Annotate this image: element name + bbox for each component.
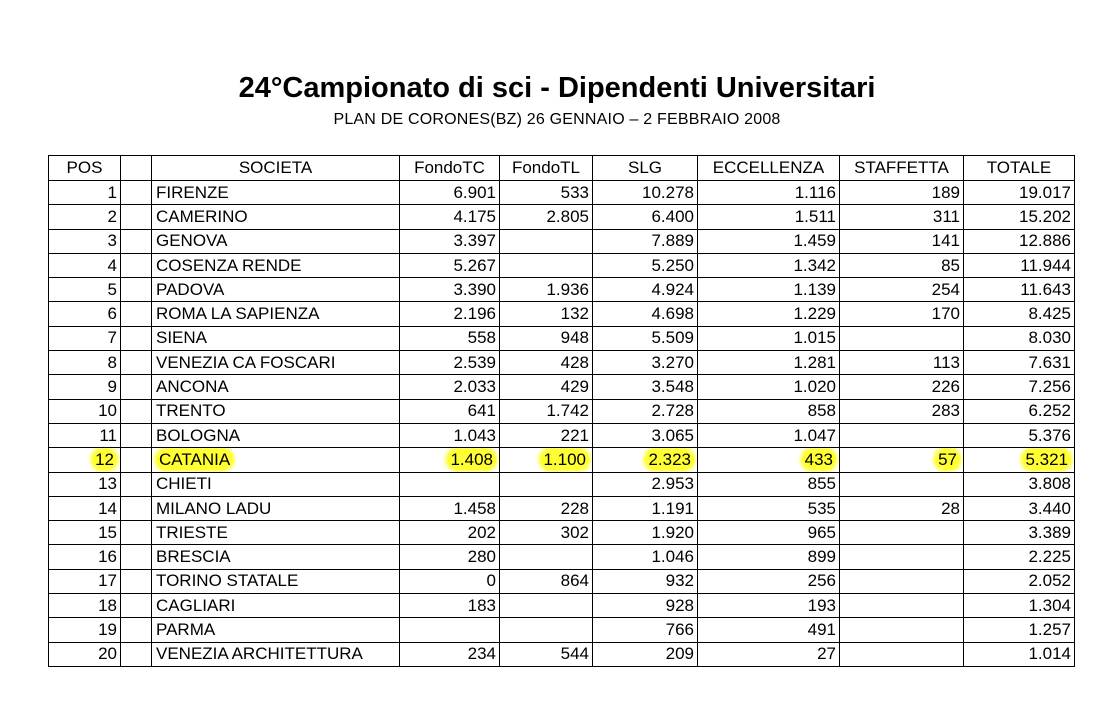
cell-slg: 4.924: [593, 278, 698, 302]
cell-slg: 5.250: [593, 253, 698, 277]
header-blank: [121, 156, 152, 181]
cell-eccellenza: 193: [698, 594, 840, 618]
table-row: [49, 448, 1075, 472]
cell-blank: [121, 229, 152, 253]
cell-totale: 6.252: [964, 399, 1075, 423]
cell-totale: 19.017: [964, 181, 1075, 205]
cell-fondotc: 0: [400, 569, 500, 593]
cell-fondotc: [400, 618, 500, 642]
header-fondotc: FondoTC: [400, 156, 500, 181]
cell-pos: 9: [49, 375, 121, 399]
cell-eccellenza: 1.229: [698, 302, 840, 326]
cell-totale: 1.014: [964, 642, 1075, 666]
cell-eccellenza: 1.281: [698, 351, 840, 375]
table-row: [49, 472, 1075, 496]
cell-pos: 5: [49, 278, 121, 302]
cell-societa: TRIESTE: [152, 521, 400, 545]
table-row: [49, 205, 1075, 229]
header-slg: SLG: [593, 156, 698, 181]
cell-societa: COSENZA RENDE: [152, 253, 400, 277]
cell-fondotl: 132: [500, 302, 593, 326]
cell-pos: 18: [49, 594, 121, 618]
table-row: [49, 181, 1075, 205]
cell-eccellenza: 855: [698, 472, 840, 496]
header-totale: TOTALE: [964, 156, 1075, 181]
table-row: [49, 642, 1075, 666]
cell-blank: [121, 278, 152, 302]
highlight-mark: 57: [935, 449, 960, 470]
cell-slg: 928: [593, 594, 698, 618]
cell-fondotc: 2.196: [400, 302, 500, 326]
table-header-row: [49, 156, 1075, 181]
cell-fondotl: [500, 472, 593, 496]
cell-pos: 11: [49, 423, 121, 447]
cell-staffetta: [840, 326, 964, 350]
cell-slg: 3.270: [593, 351, 698, 375]
cell-eccellenza: 965: [698, 521, 840, 545]
cell-totale: 8.030: [964, 326, 1075, 350]
cell-fondotl: [500, 618, 593, 642]
cell-slg: 3.065: [593, 423, 698, 447]
cell-eccellenza: 1.139: [698, 278, 840, 302]
cell-blank: [121, 472, 152, 496]
cell-pos: 7: [49, 326, 121, 350]
cell-staffetta: 28: [840, 496, 964, 520]
cell-pos: 14: [49, 496, 121, 520]
cell-societa: VENEZIA CA FOSCARI: [152, 351, 400, 375]
cell-societa: PADOVA: [152, 278, 400, 302]
table-row: [49, 399, 1075, 423]
cell-fondotl: [500, 229, 593, 253]
cell-fondotc: 1.043: [400, 423, 500, 447]
cell-totale: 8.425: [964, 302, 1075, 326]
document-title: 24°Campionato di sci - Dipendenti Universitari: [238, 72, 876, 104]
cell-staffetta: [840, 569, 964, 593]
cell-staffetta: 141: [840, 229, 964, 253]
cell-fondotc: 5.267: [400, 253, 500, 277]
cell-fondotc: 280: [400, 545, 500, 569]
cell-staffetta: 226: [840, 375, 964, 399]
cell-totale: 5.376: [964, 423, 1075, 447]
cell-totale: 11.944: [964, 253, 1075, 277]
cell-staffetta: 189: [840, 181, 964, 205]
cell-fondotl: 429: [500, 375, 593, 399]
cell-societa: PARMA: [152, 618, 400, 642]
cell-blank: [121, 399, 152, 423]
cell-societa: TORINO STATALE: [152, 569, 400, 593]
cell-totale: 3.808: [964, 472, 1075, 496]
cell-eccellenza: 1.459: [698, 229, 840, 253]
cell-fondotl: 428: [500, 351, 593, 375]
cell-totale: 15.202: [964, 205, 1075, 229]
cell-blank: [121, 205, 152, 229]
cell-pos: 10: [49, 399, 121, 423]
cell-fondotl: 948: [500, 326, 593, 350]
table-row: [49, 496, 1075, 520]
cell-pos: 16: [49, 545, 121, 569]
cell-fondotc: 2.539: [400, 351, 500, 375]
cell-staffetta: [840, 642, 964, 666]
cell-societa: ANCONA: [152, 375, 400, 399]
table-row: [49, 375, 1075, 399]
cell-totale: [964, 448, 1075, 472]
cell-totale: 1.304: [964, 594, 1075, 618]
cell-totale: 2.225: [964, 545, 1075, 569]
table-row: [49, 423, 1075, 447]
cell-staffetta: 283: [840, 399, 964, 423]
cell-fondotl: [500, 594, 593, 618]
cell-totale: 2.052: [964, 569, 1075, 593]
cell-slg: 209: [593, 642, 698, 666]
cell-societa: GENOVA: [152, 229, 400, 253]
table-row: [49, 326, 1075, 350]
cell-totale: 11.643: [964, 278, 1075, 302]
table-row: [49, 569, 1075, 593]
cell-staffetta: [840, 594, 964, 618]
cell-pos: 15: [49, 521, 121, 545]
cell-societa: [152, 448, 400, 472]
table-row: [49, 594, 1075, 618]
cell-societa: FIRENZE: [152, 181, 400, 205]
cell-totale: 12.886: [964, 229, 1075, 253]
cell-staffetta: [840, 448, 964, 472]
header-eccellenza: ECCELLENZA: [698, 156, 840, 181]
cell-staffetta: [840, 423, 964, 447]
cell-fondotl: 544: [500, 642, 593, 666]
cell-fondotc: 1.458: [400, 496, 500, 520]
cell-blank: [121, 375, 152, 399]
cell-societa: CHIETI: [152, 472, 400, 496]
table-row: [49, 618, 1075, 642]
cell-fondotl: 533: [500, 181, 593, 205]
highlight-mark: 5.321: [1022, 449, 1071, 470]
cell-pos: [49, 448, 121, 472]
cell-fondotc: 202: [400, 521, 500, 545]
cell-fondotl: 864: [500, 569, 593, 593]
cell-societa: ROMA LA SAPIENZA: [152, 302, 400, 326]
cell-eccellenza: 899: [698, 545, 840, 569]
cell-staffetta: 254: [840, 278, 964, 302]
cell-totale: 3.389: [964, 521, 1075, 545]
highlight-mark: 2.323: [645, 449, 694, 470]
cell-staffetta: 311: [840, 205, 964, 229]
cell-totale: 7.631: [964, 351, 1075, 375]
cell-eccellenza: 1.342: [698, 253, 840, 277]
header-societa: SOCIETA: [152, 156, 400, 181]
cell-pos: 4: [49, 253, 121, 277]
results-table: [48, 155, 1075, 667]
cell-eccellenza: 1.047: [698, 423, 840, 447]
table-row: [49, 302, 1075, 326]
cell-totale: 7.256: [964, 375, 1075, 399]
cell-pos: 17: [49, 569, 121, 593]
cell-staffetta: [840, 472, 964, 496]
cell-staffetta: 85: [840, 253, 964, 277]
cell-totale: 3.440: [964, 496, 1075, 520]
table-row: [49, 253, 1075, 277]
cell-blank: [121, 181, 152, 205]
header-staffetta: STAFFETTA: [840, 156, 964, 181]
cell-fondotl: 2.805: [500, 205, 593, 229]
cell-societa: MILANO LADU: [152, 496, 400, 520]
cell-slg: 2.728: [593, 399, 698, 423]
cell-eccellenza: 27: [698, 642, 840, 666]
cell-staffetta: [840, 545, 964, 569]
cell-pos: 6: [49, 302, 121, 326]
cell-societa: BOLOGNA: [152, 423, 400, 447]
cell-societa: SIENA: [152, 326, 400, 350]
cell-pos: 13: [49, 472, 121, 496]
cell-fondotc: 2.033: [400, 375, 500, 399]
cell-fondotc: [400, 448, 500, 472]
cell-fondotc: 183: [400, 594, 500, 618]
cell-fondotc: 6.901: [400, 181, 500, 205]
cell-fondotl: [500, 253, 593, 277]
cell-staffetta: 113: [840, 351, 964, 375]
cell-fondotl: 1.936: [500, 278, 593, 302]
table-row: [49, 229, 1075, 253]
cell-fondotl: 302: [500, 521, 593, 545]
cell-slg: 5.509: [593, 326, 698, 350]
cell-staffetta: [840, 618, 964, 642]
table-row: [49, 351, 1075, 375]
cell-slg: 1.191: [593, 496, 698, 520]
cell-pos: 20: [49, 642, 121, 666]
cell-fondotl: 1.742: [500, 399, 593, 423]
cell-blank: [121, 545, 152, 569]
cell-societa: CAMERINO: [152, 205, 400, 229]
cell-societa: BRESCIA: [152, 545, 400, 569]
cell-slg: 932: [593, 569, 698, 593]
cell-blank: [121, 642, 152, 666]
cell-fondotc: 234: [400, 642, 500, 666]
highlight-mark: 433: [802, 449, 836, 470]
cell-slg: 2.953: [593, 472, 698, 496]
cell-totale: 1.257: [964, 618, 1075, 642]
table-row: [49, 521, 1075, 545]
cell-pos: 8: [49, 351, 121, 375]
cell-slg: 766: [593, 618, 698, 642]
cell-fondotc: 558: [400, 326, 500, 350]
cell-slg: 7.889: [593, 229, 698, 253]
cell-eccellenza: 535: [698, 496, 840, 520]
cell-fondotl: [500, 545, 593, 569]
cell-blank: [121, 521, 152, 545]
cell-blank: [121, 594, 152, 618]
table-body: [49, 181, 1075, 667]
cell-blank: [121, 253, 152, 277]
cell-societa: VENEZIA ARCHITETTURA: [152, 642, 400, 666]
cell-eccellenza: 256: [698, 569, 840, 593]
cell-fondotl: [500, 448, 593, 472]
cell-fondotc: 3.397: [400, 229, 500, 253]
cell-eccellenza: [698, 448, 840, 472]
cell-pos: 1: [49, 181, 121, 205]
cell-eccellenza: 1.015: [698, 326, 840, 350]
cell-pos: 2: [49, 205, 121, 229]
cell-slg: 6.400: [593, 205, 698, 229]
cell-blank: [121, 618, 152, 642]
cell-blank: [121, 423, 152, 447]
cell-slg: 10.278: [593, 181, 698, 205]
cell-societa: CAGLIARI: [152, 594, 400, 618]
highlight-mark: 1.100: [540, 449, 589, 470]
header-fondotl: FondoTL: [500, 156, 593, 181]
table-row: [49, 278, 1075, 302]
cell-blank: [121, 326, 152, 350]
cell-pos: 3: [49, 229, 121, 253]
cell-blank: [121, 496, 152, 520]
cell-slg: 1.046: [593, 545, 698, 569]
highlight-mark: 1.408: [447, 449, 496, 470]
cell-fondotc: 3.390: [400, 278, 500, 302]
cell-blank: [121, 351, 152, 375]
cell-eccellenza: 491: [698, 618, 840, 642]
cell-slg: [593, 448, 698, 472]
cell-eccellenza: 858: [698, 399, 840, 423]
cell-eccellenza: 1.020: [698, 375, 840, 399]
cell-fondotl: 221: [500, 423, 593, 447]
cell-fondotc: [400, 472, 500, 496]
cell-staffetta: 170: [840, 302, 964, 326]
cell-eccellenza: 1.511: [698, 205, 840, 229]
cell-fondotl: 228: [500, 496, 593, 520]
highlight-mark: CATANIA: [156, 449, 233, 470]
cell-pos: 19: [49, 618, 121, 642]
cell-slg: 3.548: [593, 375, 698, 399]
cell-eccellenza: 1.116: [698, 181, 840, 205]
document-subtitle: PLAN DE CORONES(BZ) 26 GENNAIO – 2 FEBBRAIO 2008: [333, 111, 781, 128]
cell-slg: 4.698: [593, 302, 698, 326]
cell-staffetta: [840, 521, 964, 545]
cell-slg: 1.920: [593, 521, 698, 545]
cell-fondotc: 4.175: [400, 205, 500, 229]
table-row: [49, 545, 1075, 569]
cell-blank: [121, 569, 152, 593]
cell-blank: [121, 302, 152, 326]
cell-blank: [121, 448, 152, 472]
highlight-mark: 12: [92, 449, 117, 470]
header-pos: POS: [49, 156, 121, 181]
cell-societa: TRENTO: [152, 399, 400, 423]
cell-fondotc: 641: [400, 399, 500, 423]
